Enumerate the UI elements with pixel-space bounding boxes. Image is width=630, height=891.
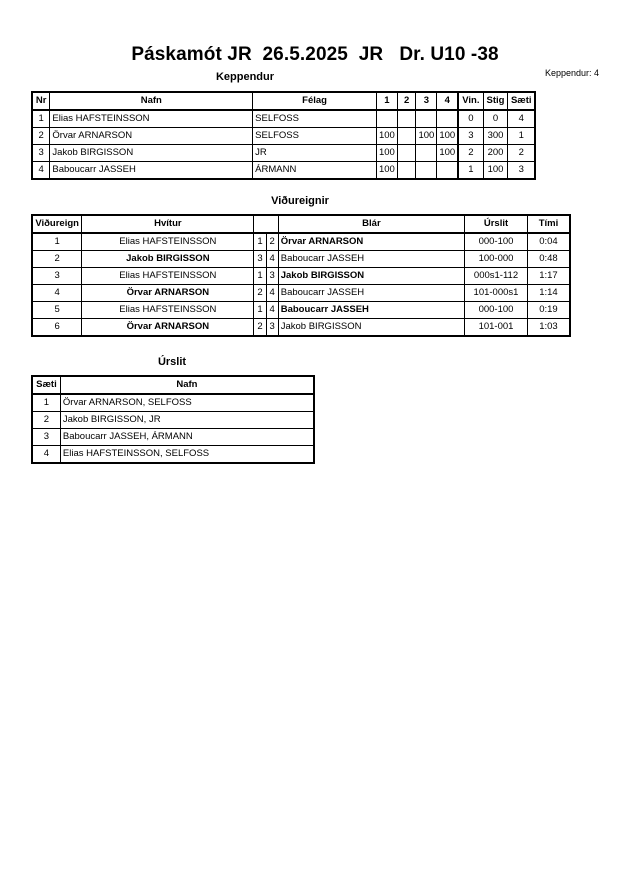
competitor-wins: 3 [458, 128, 483, 145]
white-number: 2 [254, 319, 266, 337]
competitor-nr: 4 [32, 162, 50, 180]
competitor-points: 300 [483, 128, 508, 145]
white-number: 3 [254, 251, 266, 268]
table-row [32, 233, 570, 251]
round-score [437, 162, 458, 180]
col-r2: 2 [397, 92, 416, 110]
match-number: 4 [32, 285, 82, 302]
result-place: 2 [32, 412, 60, 429]
competitor-nr: 1 [32, 110, 50, 128]
table-row [32, 251, 570, 268]
col-r1: 1 [376, 92, 397, 110]
round-score: 100 [416, 128, 437, 145]
competitor-wins: 2 [458, 145, 483, 162]
white-competitor: Elias HAFSTEINSSON [82, 302, 254, 319]
competitor-points: 200 [483, 145, 508, 162]
white-number: 2 [254, 285, 266, 302]
blue-competitor: Jakob BIRGISSON [278, 319, 464, 337]
round-score [437, 110, 458, 128]
competitor-place: 2 [508, 145, 535, 162]
col-r4: 4 [437, 92, 458, 110]
match-time: 0:04 [527, 233, 570, 251]
match-result: 100-000 [465, 251, 528, 268]
col-result: Úrslit [465, 215, 528, 233]
col-numbers [254, 215, 278, 233]
table-row [32, 319, 570, 337]
competitor-name: Jakob BIRGISSON [50, 145, 253, 162]
match-number: 6 [32, 319, 82, 337]
white-competitor: Elias HAFSTEINSSON [82, 268, 254, 285]
round-score [416, 110, 437, 128]
matches-heading: Viðureignir [271, 195, 329, 207]
competitor-count: Keppendur: 4 [544, 68, 599, 78]
result-name: Jakob BIRGISSON, JR [60, 412, 314, 429]
blue-number: 3 [266, 268, 278, 285]
white-number: 1 [254, 268, 266, 285]
result-name: Örvar ARNARSON, SELFOSS [60, 394, 314, 412]
competitor-club: JR [253, 145, 377, 162]
round-score [397, 162, 416, 180]
round-score: 100 [437, 128, 458, 145]
match-result: 101-001 [465, 319, 528, 337]
competitor-place: 3 [508, 162, 535, 180]
competitors-heading: Keppendur [215, 71, 275, 83]
match-number: 3 [32, 268, 82, 285]
round-score [416, 145, 437, 162]
table-row [32, 394, 314, 412]
competitor-wins: 0 [458, 110, 483, 128]
result-place: 4 [32, 446, 60, 464]
match-time: 0:19 [527, 302, 570, 319]
table-row [32, 285, 570, 302]
table-row [32, 268, 570, 285]
white-competitor: Örvar ARNARSON [82, 285, 254, 302]
competitor-place: 4 [508, 110, 535, 128]
match-number: 5 [32, 302, 82, 319]
table-row [32, 429, 314, 446]
match-number: 1 [32, 233, 82, 251]
col-match: Viðureign [32, 215, 82, 233]
col-nr: Nr [32, 92, 50, 110]
results-header-row [32, 376, 314, 394]
competitor-club: ÁRMANN [253, 162, 377, 180]
match-result: 000-100 [465, 233, 528, 251]
white-competitor: Örvar ARNARSON [82, 319, 254, 337]
result-name: Baboucarr JASSEH, ÁRMANN [60, 429, 314, 446]
result-place: 3 [32, 429, 60, 446]
results-heading: Úrslit [157, 356, 187, 368]
competitor-name: Örvar ARNARSON [50, 128, 253, 145]
round-score [416, 162, 437, 180]
results-table [31, 375, 315, 464]
round-score: 100 [437, 145, 458, 162]
blue-number: 4 [266, 285, 278, 302]
col-name: Nafn [50, 92, 253, 110]
competitor-points: 100 [483, 162, 508, 180]
competitors-table [31, 91, 536, 180]
table-row [32, 145, 535, 162]
blue-number: 4 [266, 302, 278, 319]
table-row [32, 110, 535, 128]
result-name: Elias HAFSTEINSSON, SELFOSS [60, 446, 314, 464]
col-time: Tími [527, 215, 570, 233]
match-time: 1:17 [527, 268, 570, 285]
blue-competitor: Örvar ARNARSON [278, 233, 464, 251]
matches-table [31, 214, 571, 337]
round-score [397, 128, 416, 145]
table-row [32, 162, 535, 180]
blue-competitor: Baboucarr JASSEH [278, 251, 464, 268]
competitor-name: Elias HAFSTEINSSON [50, 110, 253, 128]
round-score [376, 110, 397, 128]
col-club: Félag [253, 92, 377, 110]
match-number: 2 [32, 251, 82, 268]
col-wins: Vin. [458, 92, 483, 110]
round-score: 100 [376, 145, 397, 162]
col-blue: Blár [278, 215, 464, 233]
white-competitor: Elias HAFSTEINSSON [82, 233, 254, 251]
white-number: 1 [254, 233, 266, 251]
table-row [32, 446, 314, 464]
competitor-nr: 3 [32, 145, 50, 162]
blue-number: 4 [266, 251, 278, 268]
blue-number: 2 [266, 233, 278, 251]
round-score [397, 110, 416, 128]
competitor-club: SELFOSS [253, 110, 377, 128]
competitor-nr: 2 [32, 128, 50, 145]
white-number: 1 [254, 302, 266, 319]
competitor-place: 1 [508, 128, 535, 145]
competitor-name: Baboucarr JASSEH [50, 162, 253, 180]
col-place: Sæti [32, 376, 60, 394]
table-row [32, 302, 570, 319]
blue-number: 3 [266, 319, 278, 337]
competitor-club: SELFOSS [253, 128, 377, 145]
blue-competitor: Jakob BIRGISSON [278, 268, 464, 285]
result-place: 1 [32, 394, 60, 412]
round-score [397, 145, 416, 162]
blue-competitor: Baboucarr JASSEH [278, 285, 464, 302]
round-score: 100 [376, 128, 397, 145]
table-row [32, 412, 314, 429]
competitor-points: 0 [483, 110, 508, 128]
col-place: Sæti [508, 92, 535, 110]
competitor-wins: 1 [458, 162, 483, 180]
round-score: 100 [376, 162, 397, 180]
match-result: 000-100 [465, 302, 528, 319]
col-r3: 3 [416, 92, 437, 110]
blue-competitor: Baboucarr JASSEH [278, 302, 464, 319]
page-title: Páskamót JR 26.5.2025 JR Dr. U10 -38 [131, 44, 499, 65]
competitors-header-row [32, 92, 535, 110]
matches-header-row [32, 215, 570, 233]
table-row [32, 128, 535, 145]
match-result: 101-000s1 [465, 285, 528, 302]
col-white: Hvítur [82, 215, 254, 233]
match-time: 0:48 [527, 251, 570, 268]
match-time: 1:14 [527, 285, 570, 302]
white-competitor: Jakob BIRGISSON [82, 251, 254, 268]
match-result: 000s1-112 [465, 268, 528, 285]
col-name: Nafn [60, 376, 314, 394]
col-points: Stig [483, 92, 508, 110]
match-time: 1:03 [527, 319, 570, 337]
